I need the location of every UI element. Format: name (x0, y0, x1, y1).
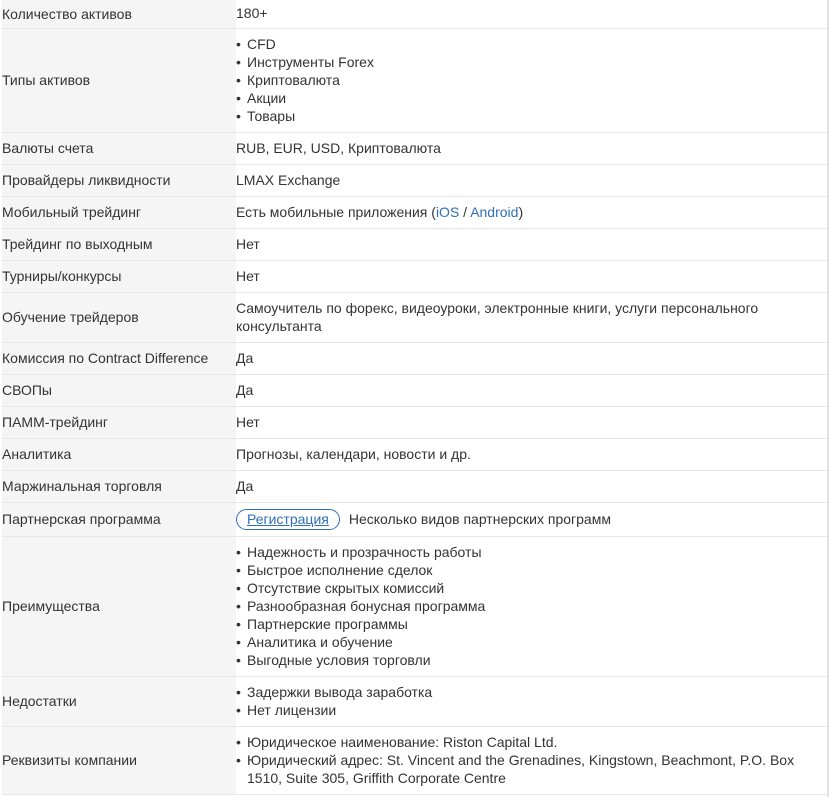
row-value: Да (236, 470, 829, 502)
row-value: Да (236, 374, 829, 406)
row-label: Провайдеры ликвидности (2, 164, 236, 196)
row-value: RUB, EUR, USD, Криптовалюта (236, 132, 829, 164)
list-item: • Задержки вывода заработка (236, 683, 829, 701)
row-label: Аналитика (2, 438, 236, 470)
row-label: Партнерская программа (2, 502, 236, 536)
table-row (2, 28, 829, 132)
table-row (2, 676, 829, 726)
table-row (2, 374, 829, 406)
row-value (236, 676, 829, 726)
row-value: Прогнозы, календари, новости и др. (236, 438, 829, 470)
table-row (2, 0, 829, 28)
row-label: Турниры/конкурсы (2, 260, 236, 292)
list-item: • Криптовалюта (236, 71, 829, 89)
list-item: • Юридическое наименование: Riston Capital Ltd. (236, 733, 829, 751)
row-label: Реквизиты компании (2, 726, 236, 794)
android-link[interactable]: Android (470, 204, 519, 220)
row-label: Обучение трейдеров (2, 292, 236, 342)
row-label: СВОПы (2, 374, 236, 406)
mobile-prefix: Есть мобильные приложения ( (236, 204, 436, 220)
table-row (2, 132, 829, 164)
row-label: Преимущества (2, 536, 236, 676)
row-value: Нет (236, 228, 829, 260)
row-label: Комиссия по Contract Difference (2, 342, 236, 374)
company-details-list (236, 733, 829, 787)
disadvantages-list (236, 683, 829, 719)
row-label: Маржинальная торговля (2, 470, 236, 502)
list-item: • Акции (236, 89, 829, 107)
table-row (2, 536, 829, 676)
list-item: • Юридический адрес: St. Vincent and the Grenadines, Kingstown, Beachmont, P.O. Box 1510, Suite 305, Griffith Corporate Centre (236, 751, 829, 787)
table-row (2, 342, 829, 374)
row-value (236, 502, 829, 536)
row-label: Валюты счета (2, 132, 236, 164)
list-item: • CFD (236, 35, 829, 53)
ios-link[interactable]: iOS (435, 204, 460, 220)
panel-edge (827, 0, 829, 797)
mobile-separator: / (459, 204, 471, 220)
table-row (2, 292, 829, 342)
row-value: Самоучитель по форекс, видеоуроки, электронные книги, услуги персонального консультанта (236, 292, 829, 342)
table-row (2, 164, 829, 196)
row-label: Недостатки (2, 676, 236, 726)
broker-info-table (2, 0, 829, 795)
table-row (2, 470, 829, 502)
row-value: Нет (236, 406, 829, 438)
row-value: LMAX Exchange (236, 164, 829, 196)
advantages-list (236, 543, 829, 669)
table-row (2, 502, 829, 536)
row-value: Нет (236, 260, 829, 292)
mobile-suffix: ) (518, 204, 524, 220)
row-label: Мобильный трейдинг (2, 196, 236, 228)
row-value (236, 726, 829, 794)
row-label: ПАММ-трейдинг (2, 406, 236, 438)
list-item: • Партнерские программы (236, 615, 829, 633)
row-label: Трейдинг по выходным (2, 228, 236, 260)
row-value (236, 28, 829, 132)
list-item: • Инструменты Forex (236, 53, 829, 71)
row-value (236, 196, 829, 228)
list-item: • Товары (236, 107, 829, 125)
list-item: • Аналитика и обучение (236, 633, 829, 651)
asset-types-list (236, 35, 829, 125)
list-item: • Выгодные условия торговли (236, 651, 829, 669)
registration-button[interactable]: Регистрация (236, 509, 340, 530)
affiliate-text: Несколько видов партнерских программ (348, 510, 611, 527)
list-item: • Быстрое исполнение сделок (236, 561, 829, 579)
table-row (2, 228, 829, 260)
list-item: • Нет лицензии (236, 701, 829, 719)
list-item: • Отсутствие скрытых комиссий (236, 579, 829, 597)
table-row (2, 196, 829, 228)
row-value: 180+ (236, 0, 829, 28)
row-value: Да (236, 342, 829, 374)
list-item: • Надежность и прозрачность работы (236, 543, 829, 561)
table-row (2, 726, 829, 794)
list-item: • Разнообразная бонусная программа (236, 597, 829, 615)
table-row (2, 438, 829, 470)
row-value (236, 536, 829, 676)
table-row (2, 406, 829, 438)
row-label: Количество активов (2, 0, 236, 28)
table-row (2, 260, 829, 292)
row-label: Типы активов (2, 28, 236, 132)
